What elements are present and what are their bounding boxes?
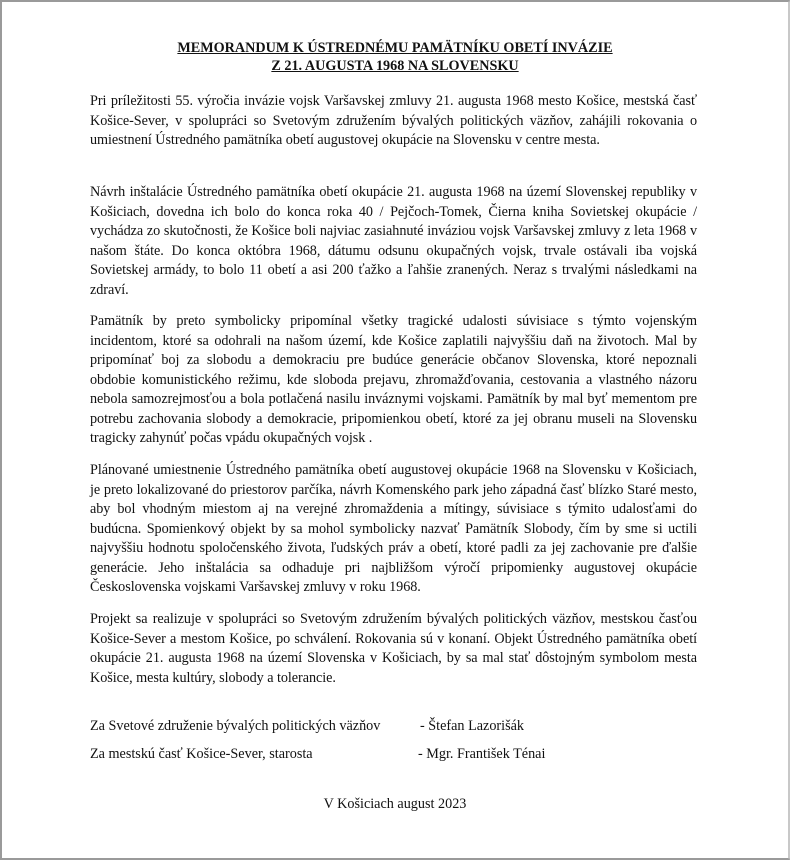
paragraph-proposal: Návrh inštalácie Ústredného pamätníka obetí okupácie 21. augusta 1968 na území Slovenskej republiky v Košiciach, dovedna ich bolo do konca roka 40 / Pejčoch-Tomek, Čierna kniha Sovietskej okupácie / vychádza zo skutočnosti, že Košice boli najviac zasiahnuté inváziou vojsk Varšavskej zmluvy z leta 1968 v našom štáte. Do konca októbra 1968, dátumu odsunu okupačných vojsk, trvale ostávali iba vojská Sovietskej armády, to bolo 11 obetí a asi 200 ťažko a ľahšie zranených. Neraz s trvalými následkami na zdraví. — [90, 184, 697, 298]
place-and-date: V Košiciach august 2023 — [323, 796, 467, 812]
signature-role: Za Svetové združenie bývalých politických väzňov — [90, 718, 381, 734]
paragraph-intro: Pri príležitosti 55. výročia invázie vojsk Varšavskej zmluvy 21. augusta 1968 mesto Košice, mestská časť Košice-Sever, v spolupráci so Svetovým združením bývalých politických väzňov, zahájili rokovania o umiestnení Ústredného pamätníka obetí augustovej okupácie na Slovensku v centre mesta. — [90, 93, 697, 148]
signature-name: - Štefan Lazorišák — [420, 718, 524, 734]
document-title-line-2: Z 21. AUGUSTA 1968 NA SLOVENSKU — [271, 58, 519, 74]
signature-name: - Mgr. František Ténai — [418, 746, 546, 762]
document-title-line-1: MEMORANDUM K ÚSTREDNÉMU PAMÄTNÍKU OBETÍ INVÁZIE — [177, 40, 613, 56]
paragraph-project: Projekt sa realizuje v spolupráci so Svetovým združením bývalých politických väzňov, mestskou časťou Košice-Sever a mestom Košice, po schválení. Rokovania sú v konaní. Objekt Ústredného pamätníka obetí okupácie 21. augusta 1968 na území Slovenska v Košiciach, by sa mal stať dôstojným symbolom mesta Košice, mesta kultúry, slobody a tolerancie. — [90, 611, 697, 686]
paragraph-purpose: Pamätník by preto symbolicky pripomínal všetky tragické udalosti súvisiace s týmto vojenským incidentom, ktoré sa odohrali na našom území, kde Košice zaplatili najvyššiu daň na životoch. Mal by pripomínať boj za slobodu a demokraciu pre budúce generácie občanov Slovenska, ktoré nepoznali obdobie komunistického režimu, kde sloboda prejavu, zhromažďovania, cestovania a vlastného názoru nebola samozrejmosťou a bola potlačená nasilu inváznymi vojskami. Pamätník by mal byť mementom pre potrebu zachovania slobody a demokracie, pripomienkou obetí, ktoré za jej obranu museli na Slovensku tragicky zahynúť počas vpádu okupačných vojsk . — [90, 313, 697, 446]
paragraph-location: Plánované umiestnenie Ústredného pamätníka obetí augustovej okupácie 1968 na Slovensku v Košiciach, je preto lokalizované do priestorov parčíka, návrh Komenského park jeho západná časť blízko Staré mesto, aby bol vhodným miestom aj na verejné zhromaždenia a mítingy, súvisiace s týmito udalosťami do budúcna. Spomienkový objekt by sa mohol symbolicky nazvať Pamätník Slobody, čím by sme si uctili najvyššiu hodnotu spoločenského života, ľudských práv a obetí, ktoré padli za jej zachovanie pre ďalšie generácie. Jeho inštalácia sa odhaduje pri najbližšom výročí pripomienky augustovej okupácie Československa vojskami Varšavskej zmluvy v roku 1968. — [90, 462, 697, 595]
signature-role: Za mestskú časť Košice-Sever, starosta — [90, 746, 313, 762]
